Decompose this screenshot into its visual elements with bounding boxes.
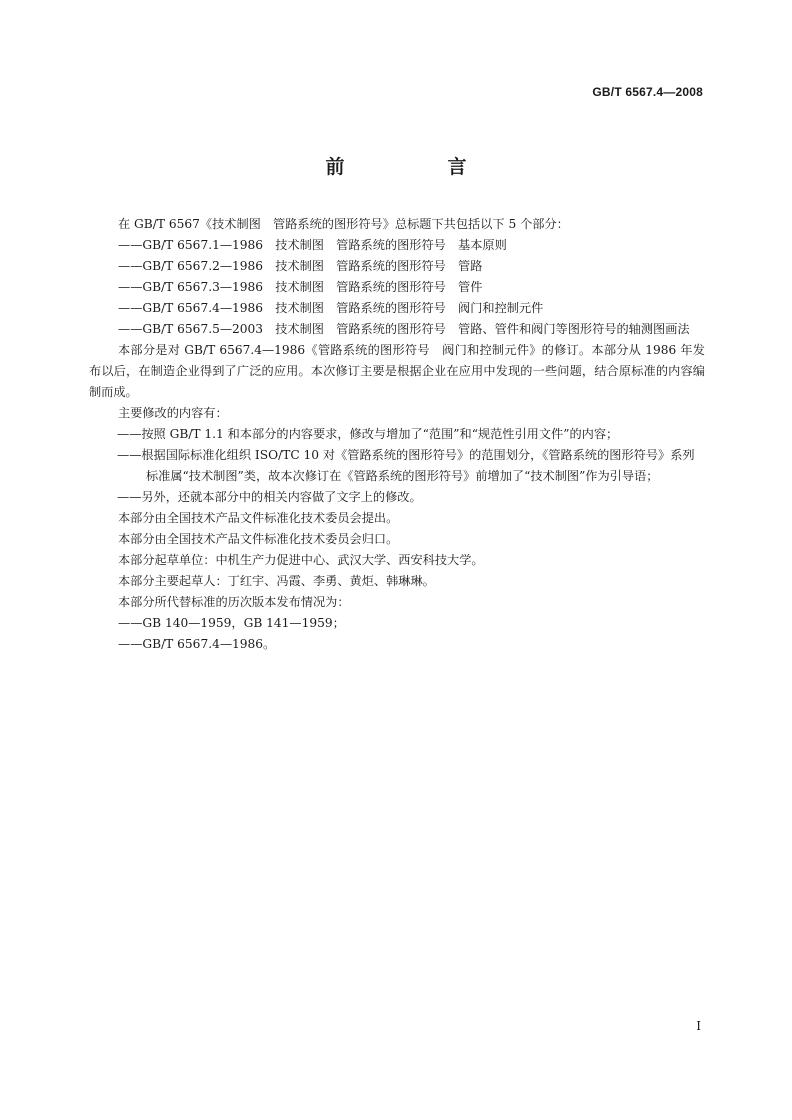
centralizer-statement: 本部分由全国技术产品文件标准化技术委员会归口。 [118,532,399,546]
change-list-item: ——另外，还就本部分中的相关内容做了文字上的修改。 [117,490,422,504]
changes-heading: 主要修改的内容有： [118,406,228,420]
part-list-item: ——GB/T 6567.2—1986 技术制图 管路系统的图形符号 管路 [118,259,483,273]
part-list-item: ——GB/T 6567.3—1986 技术制图 管路系统的图形符号 管件 [118,280,483,294]
proposer-statement: 本部分由全国技术产品文件标准化技术委员会提出。 [118,511,399,525]
page-number: I [696,1019,701,1033]
standard-number-header: GB/T 6567.4—2008 [592,85,703,99]
change-list-item: ——按照 GB/T 1.1 和本部分的内容要求，修改与增加了“范围”和“规范性引用文件”的内容； [117,427,619,441]
history-heading: 本部分所代替标准的历次版本发布情况为： [118,595,350,609]
document-body [89,214,705,655]
revision-paragraph: 本部分是对 GB/T 6567.4—1986《管路系统的图形符号 阀门和控制元件》的修订。本部分从 1986 年发布以后，在制造企业得到了广泛的应用。本次修订主要是根据企业在应用中发现的一些问题，结合原标准的内容编制而成。 [89,343,705,399]
page-title: 前 言 [325,156,509,178]
part-list-item: ——GB/T 6567.4—1986 技术制图 管路系统的图形符号 阀门和控制元件 [118,301,544,315]
change-list-item: ——根据国际标准化组织 ISO/TC 10 对《管路系统的图形符号》的范围划分，《管路系统的图形符号》系列标准属“技术制图”类，故本次修订在《管路系统的图形符号》前增加了“技术制图”作为引导语； [117,448,695,483]
intro-paragraph: 在 GB/T 6567《技术制图 管路系统的图形符号》总标题下共包括以下 5 个部分： [118,217,569,231]
history-list-item: ——GB/T 6567.4—1986。 [118,637,276,651]
part-list-item: ——GB/T 6567.1—1986 技术制图 管路系统的图形符号 基本原则 [118,238,507,252]
part-list-item: ——GB/T 6567.5—2003 技术制图 管路系统的图形符号 管路、管件和阀门等图形符号的轴测图画法 [118,322,690,336]
drafters: 本部分主要起草人：丁红宇、冯霞、李勇、黄炬、韩琳琳。 [118,574,435,588]
history-list-item: ——GB 140—1959，GB 141—1959； [118,616,345,630]
drafting-units: 本部分起草单位：中机生产力促进中心、武汉大学、西安科技大学。 [118,553,484,567]
